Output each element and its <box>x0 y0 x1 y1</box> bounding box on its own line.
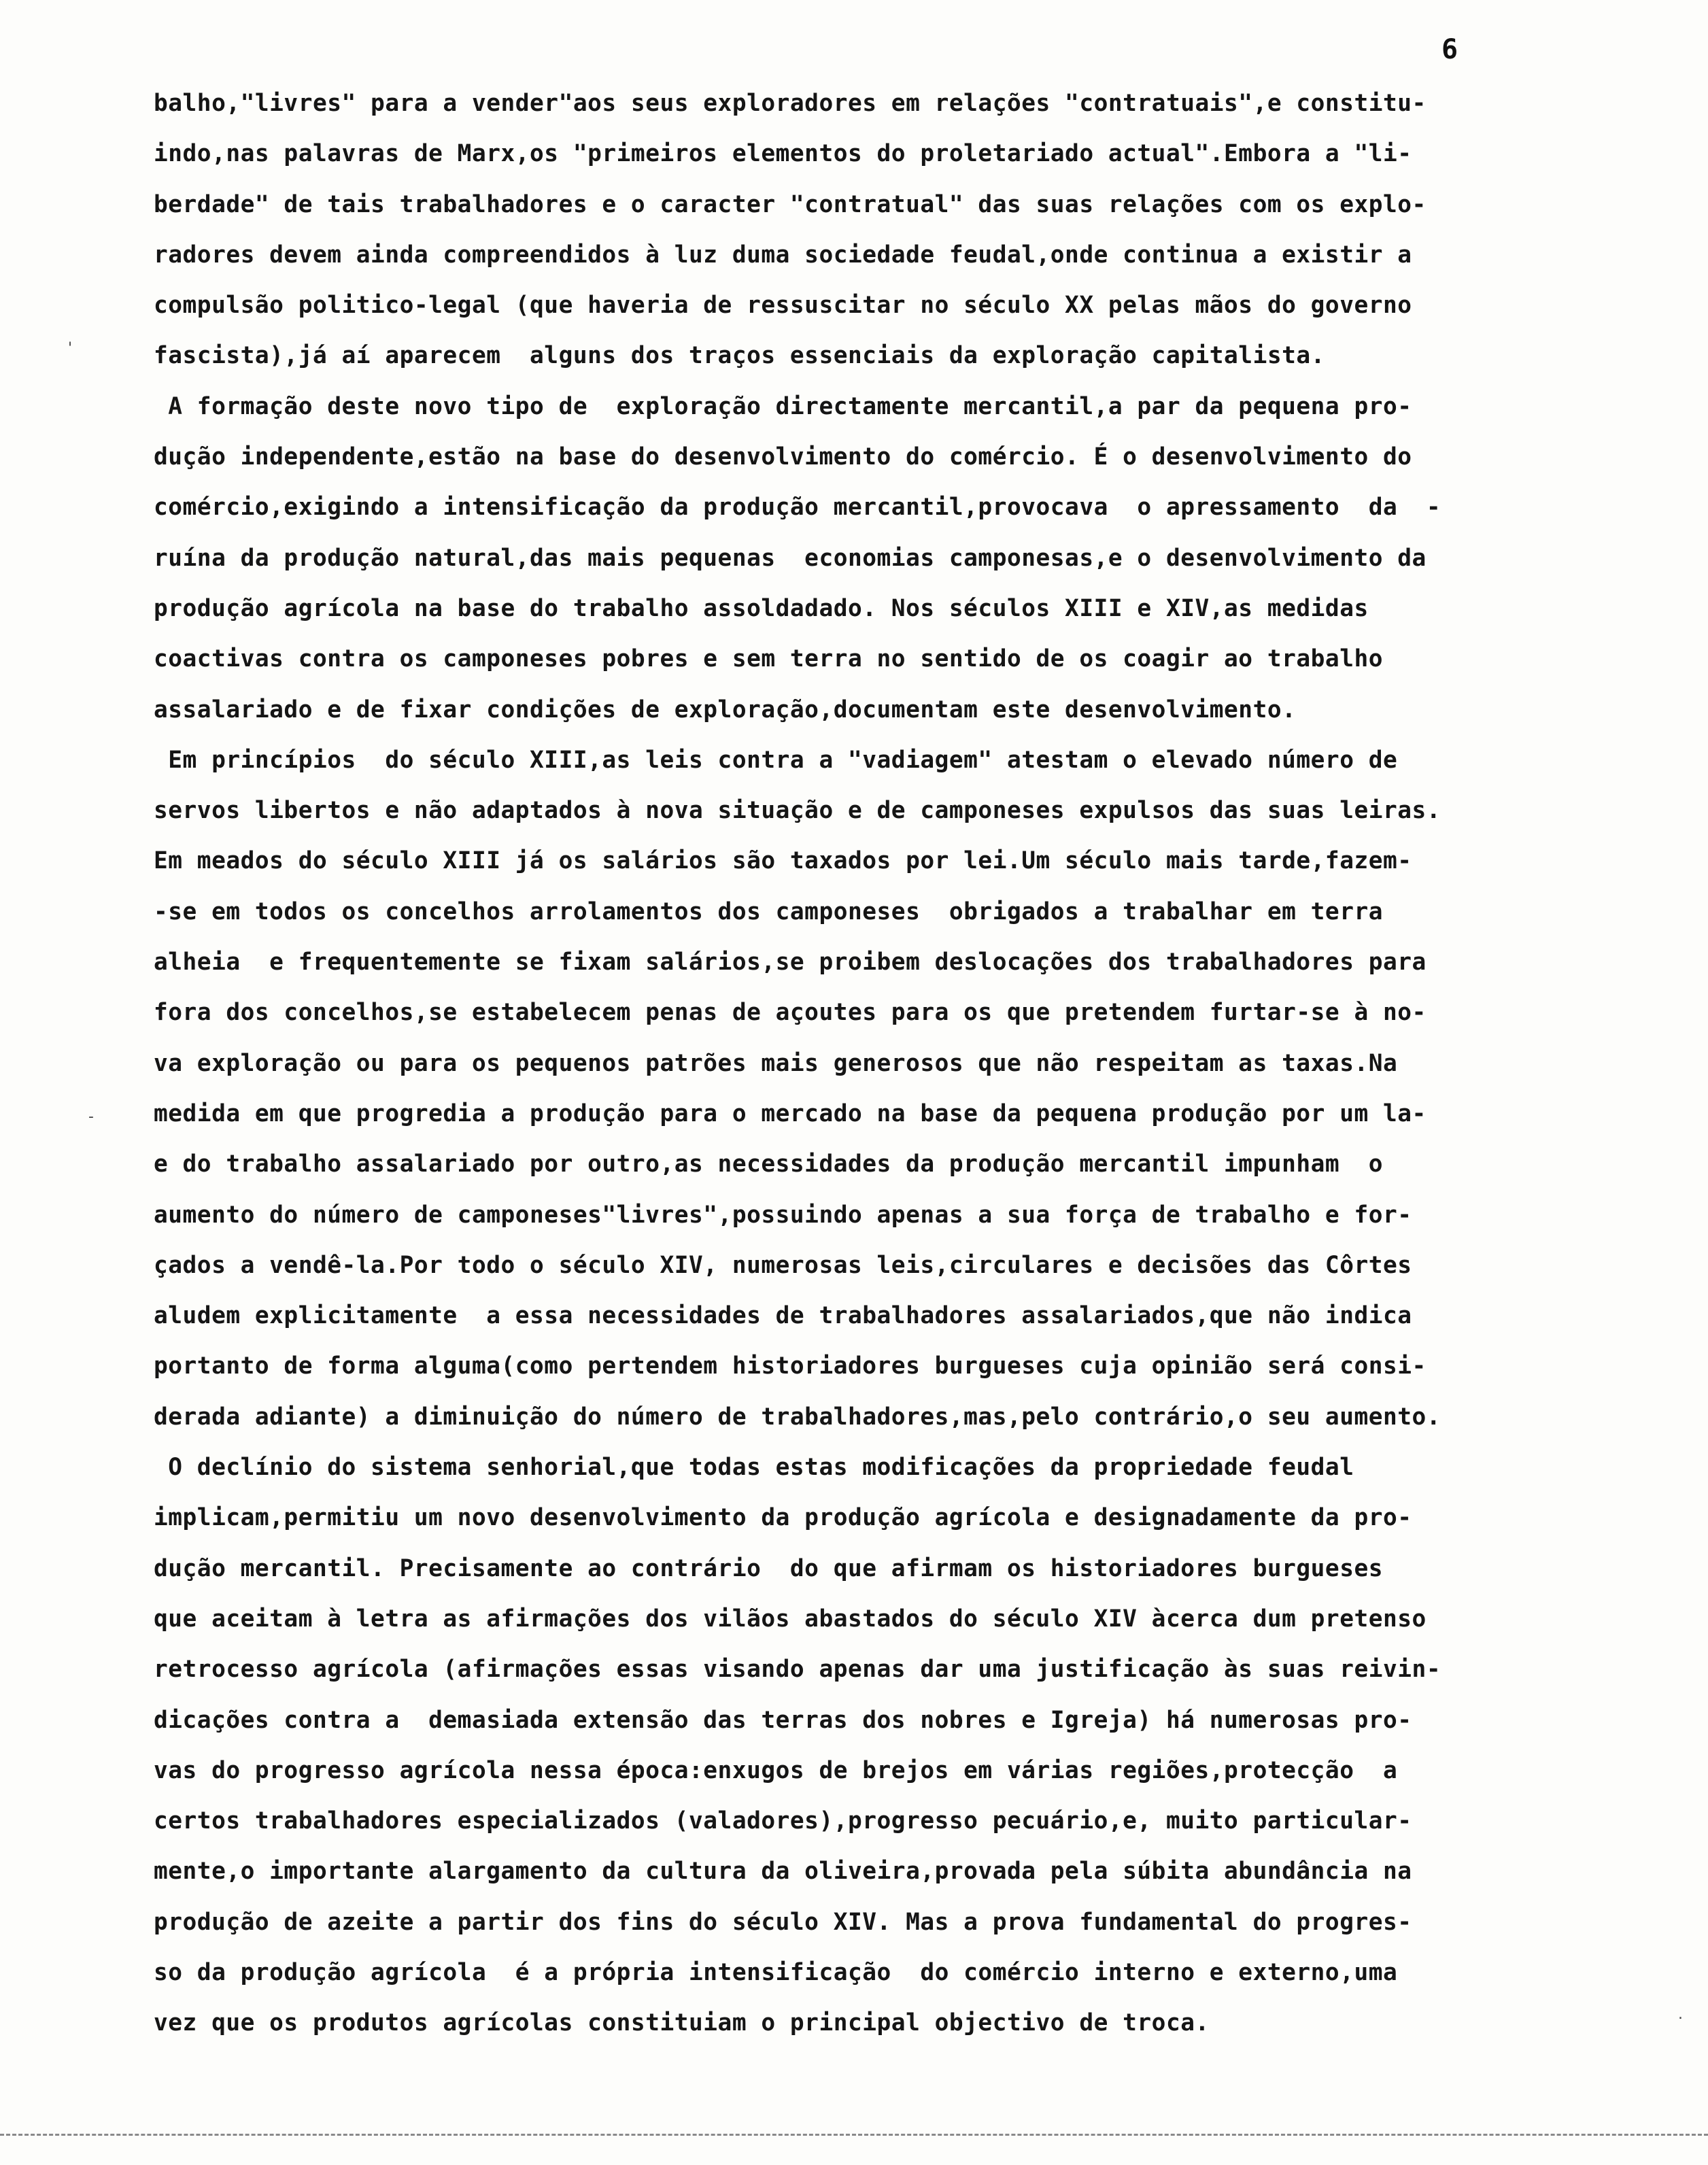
text-line: que aceitam à letra as afirmações dos vilãos abastados do século XIV àcerca dum pretenso <box>154 1605 1427 1633</box>
text-line: produção de azeite a partir dos fins do século XIV. Mas a prova fundamental do progres- <box>154 1908 1412 1936</box>
text-line: ruína da produção natural,das mais pequenas economias camponesas,e o desenvolvimento da <box>154 544 1427 572</box>
text-line: produção agrícola na base do trabalho assoldadado. Nos séculos XIII e XIV,as medidas <box>154 594 1369 622</box>
text-line: derada adiante) a diminuição do número de trabalhadores,mas,pelo contrário,o seu aumento. <box>154 1403 1441 1431</box>
margin-speck: - <box>88 1108 94 1125</box>
text-line: portanto de forma alguma(como pertendem historiadores burgueses cuja opinião será consi- <box>154 1352 1427 1380</box>
text-line: so da produção agrícola é a própria intensificação do comércio interno e externo,uma <box>154 1958 1398 1986</box>
text-line: Em meados do século XIII já os salários são taxados por lei.Um século mais tarde,fazem- <box>154 847 1412 875</box>
margin-speck: . <box>1678 2006 1683 2023</box>
margin-speck: ' <box>68 340 73 357</box>
page-number: 6 <box>1441 34 1458 65</box>
text-line: implicam,permitiu um novo desenvolvimento da produção agrícola e designadamente da pro- <box>154 1504 1412 1532</box>
text-line: aludem explicitamente a essa necessidades de trabalhadores assalariados,que não indica <box>154 1302 1412 1330</box>
text-line: çados a vendê-la.Por todo o século XIV, numerosas leis,circulares e decisões das Côrtes <box>154 1251 1412 1279</box>
text-line: vas do progresso agrícola nessa época:enxugos de brejos em várias regiões,protecção a <box>154 1756 1398 1784</box>
text-line: medida em que progredia a produção para o mercado na base da pequena produção por um la- <box>154 1099 1427 1127</box>
text-line: balho,"livres" para a vender"aos seus exploradores em relações "contratuais",e constitu- <box>154 90 1427 117</box>
text-line: mente,o importante alargamento da cultura da oliveira,provada pela súbita abundância na <box>154 1858 1412 1886</box>
text-line: radores devem ainda compreendidos à luz duma sociedade feudal,onde continua a existir a <box>154 241 1412 269</box>
text-line: alheia e frequentemente se fixam salários,se proibem deslocações dos trabalhadores para <box>154 949 1427 976</box>
text-line: dução mercantil. Precisamente ao contrário do que afirmam os historiadores burgueses <box>154 1554 1384 1582</box>
text-line: dução independente,estão na base do desenvolvimento do comércio. É o desenvolvimento do <box>154 443 1412 471</box>
text-line: compulsão politico-legal (que haveria de ressuscitar no século XX pelas mãos do governo <box>154 292 1412 320</box>
text-line: indo,nas palavras de Marx,os "primeiros elementos do proletariado actual".Embora a "li- <box>154 140 1412 168</box>
text-line: va exploração ou para os pequenos patrões mais generosos que não respeitam as taxas.Na <box>154 1049 1398 1077</box>
text-line: assalariado e de fixar condições de exploração,documentam este desenvolvimento. <box>154 696 1297 723</box>
text-line: aumento do número de camponeses"livres",possuindo apenas a sua força de trabalho e for- <box>154 1201 1412 1229</box>
text-line: vez que os produtos agrícolas constituiam o principal objectivo de troca. <box>154 2009 1210 2037</box>
text-line: dicações contra a demasiada extensão das terras dos nobres e Igreja) há numerosas pro- <box>154 1706 1412 1734</box>
text-line: fascista),já aí aparecem alguns dos traços essenciais da exploração capitalista. <box>154 342 1325 370</box>
text-line: retrocesso agrícola (afirmações essas visando apenas dar uma justificação às suas reivin- <box>154 1656 1441 1684</box>
text-line: certos trabalhadores especializados (valadores),progresso pecuário,e, muito particular- <box>154 1807 1412 1835</box>
text-line: comércio,exigindo a intensificação da produção mercantil,provocava o apressamento da - <box>154 494 1441 522</box>
text-line: -se em todos os concelhos arrolamentos dos camponeses obrigados a trabalhar em terra <box>154 898 1384 925</box>
text-line: coactivas contra os camponeses pobres e sem terra no sentido de os coagir ao trabalho <box>154 645 1384 673</box>
text-line: O declínio do sistema senhorial,que todas estas modificações da propriedade feudal <box>154 1454 1354 1482</box>
text-line: e do trabalho assalariado por outro,as necessidades da produção mercantil impunham o <box>154 1150 1384 1178</box>
text-line: A formação deste novo tipo de exploração directamente mercantil,a par da pequena pro- <box>154 392 1412 420</box>
text-line: berdade" de tais trabalhadores e o caracter "contratual" das suas relações com os explo- <box>154 190 1427 218</box>
text-line: servos libertos e não adaptados à nova situação e de camponeses expulsos das suas leiras. <box>154 797 1441 825</box>
typewritten-text-block <box>154 78 1629 2049</box>
bottom-edge-rule <box>0 2134 1708 2136</box>
text-line: fora dos concelhos,se estabelecem penas de açoutes para os que pretendem furtar-se à no- <box>154 999 1427 1027</box>
text-line: Em princípios do século XIII,as leis contra a "vadiagem" atestam o elevado número de <box>154 746 1398 774</box>
